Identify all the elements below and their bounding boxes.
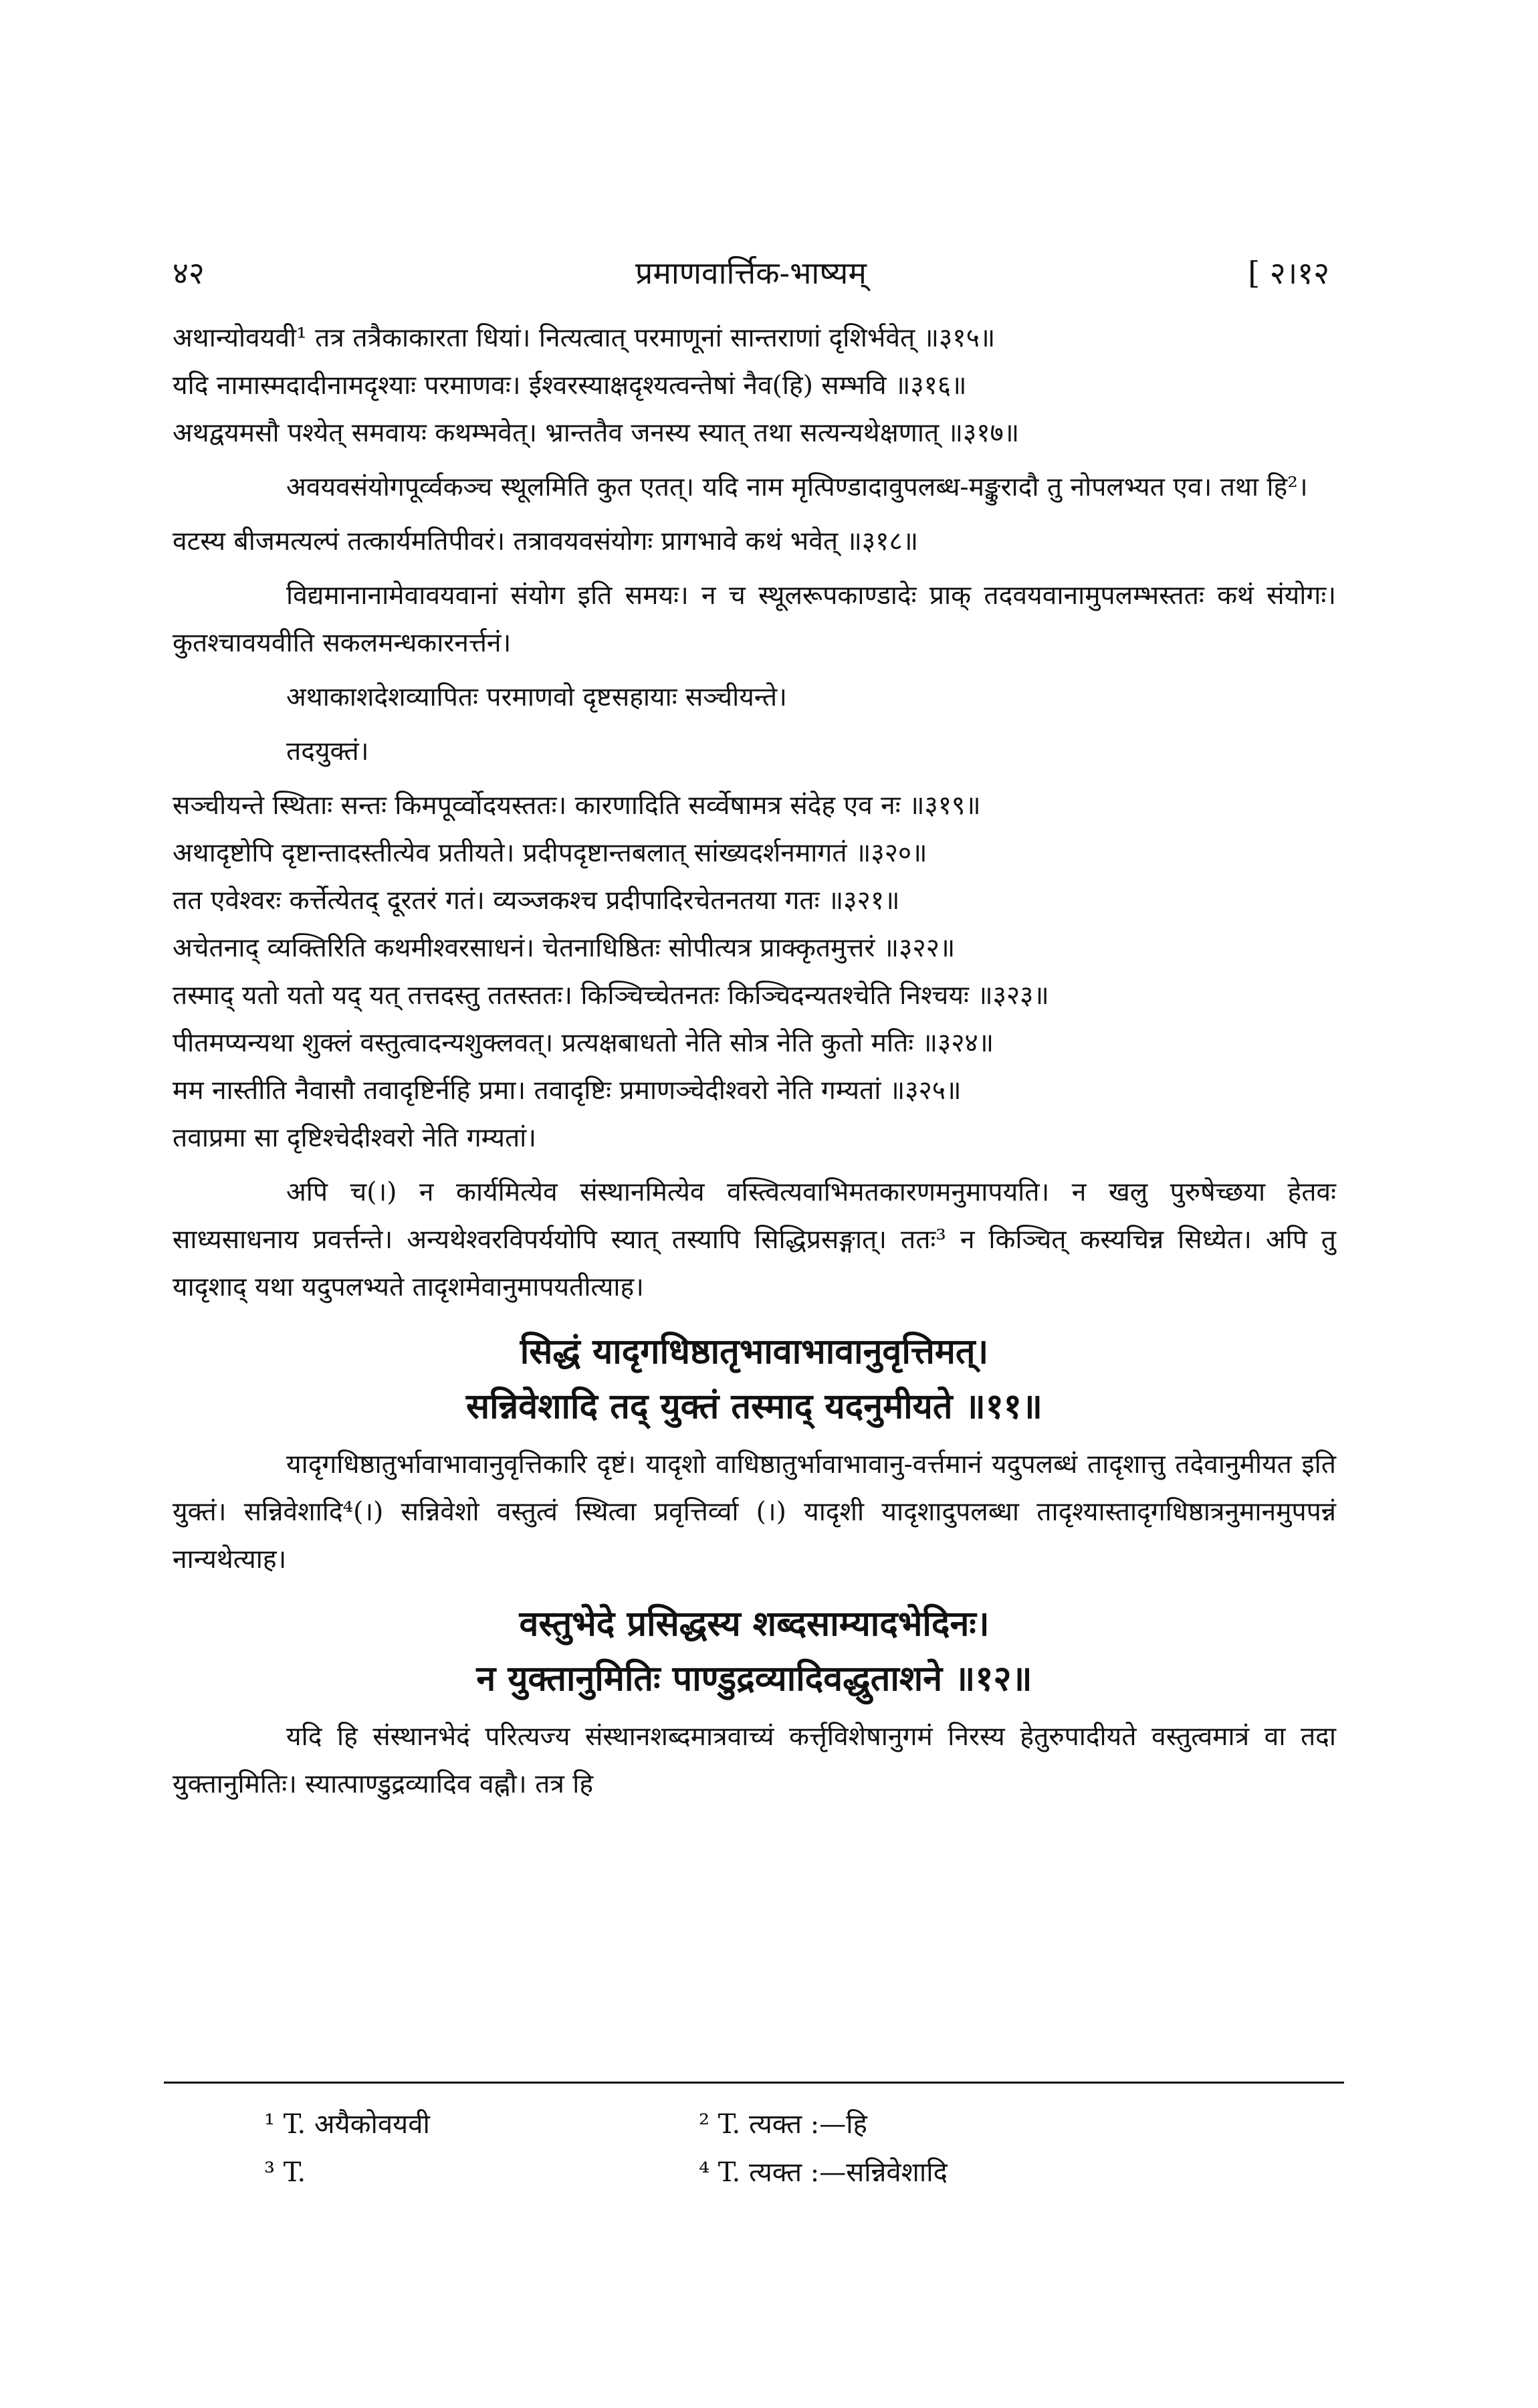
karika-11-line-1: सिद्धं यादृगधिष्ठातृभावाभावानुवृत्तिमत्। [520,1331,989,1372]
footnote-2: ² T. त्यक्त :—हि [699,2109,867,2140]
verse-320: अथादृष्टोपि दृष्टान्तादस्तीत्येव प्रतीयते। प्रदीपदृष्टान्तबलात् सांख्यदर्शनमागतं ॥३२०॥ [173,838,927,868]
commentary-paragraph-2: विद्यमानानामेवावयवानां संयोग इति समयः। न च स्थूलरूपकाण्डादेः प्राक् तदवयवानामुपलम्भस्ततः कथं संयोगः। कुतश्चावयवीति सकलमन्धकारनर्त्तनं। [173,581,1336,658]
footnote-divider [164,2082,1344,2084]
karika-12-line-1: वस्तुभेदे प्रसिद्धस्य शब्दसाम्यादभेदिनः। [519,1603,990,1644]
footnote-4: ⁴ T. त्यक्त :—सन्निवेशादि [699,2157,948,2188]
verse-321: तत एवेश्वरः कर्त्तेत्येतद् दूरतरं गतं। व्यञ्जकश्च प्रदीपादिरचेतनतया गतः ॥३२१॥ [173,886,900,916]
verse-318: वटस्य बीजमत्यल्पं तत्कार्यमतिपीवरं। तत्रावयवसंयोगः प्रागभावे कथं भवेत् ॥३१८॥ [173,526,919,557]
commentary-paragraph-6: यादृगधिष्ठातुर्भावाभावानुवृत्तिकारि दृष्टं। यादृशो वाधिष्ठातुर्भावाभावानु-वर्त्तमानं यदुपलब्धं तादृशात्तु तदेवानुमीयत इति युक्तं। सन्निवेशादि⁴(।) सन्निवेशो वस्तुत्वं स्थित्वा प्रवृत्तिर्व्वा (।) यादृशी यादृशादुपलब्धा तादृश्यास्तादृगधिष्ठात्रनुमानमुपपन्नं नान्यथेत्याह। [173,1449,1336,1575]
main-text [173,314,1336,1808]
karika-12-line-2: न युक्तानुमितिः पाण्डुद्रव्यादिवद्धुताशने ॥१२॥ [476,1658,1032,1699]
commentary-paragraph-3: अथाकाशदेशव्यापितः परमाणवो दृष्टसहायाः सञ्चीयन्ते। [286,682,787,712]
verse-325: मम नास्तीति नैवासौ तवादृष्टिर्नहि प्रमा। तवादृष्टिः प्रमाणञ्चेदीश्वरो नेति गम्यतां ॥३२५॥ [173,1076,962,1106]
footnote-1: ¹ T. अयैकोवयवी [264,2109,430,2140]
page-number: ४२ [173,255,205,291]
verse-322: अचेतनाद् व्यक्तिरिति कथमीश्वरसाधनं। चेतनाधिष्ठितः सोपीत्यत्र प्राक्कृतमुत्तरं ॥३२२॥ [173,933,956,963]
footnote-3: ³ T. [264,2157,306,2188]
running-head [173,246,1329,300]
commentary-paragraph-5: अपि च(।) न कार्यमित्येव संस्थानमित्येव वस्त्वित्यवाभिमतकारणमनुमापयति। न खलु पुरुषेच्छया हेतवः साध्यसाधनाय प्रवर्त्तन्ते। अन्यथेश्वरविपर्ययोपि स्यात् तस्यापि सिद्धिप्रसङ्गात्। ततः³ न किञ्चित् कस्यचिन्न सिध्येत। अपि तु यादृशाद् यथा यदुपलभ्यते तादृशमेवानुमापयतीत्याह। [173,1177,1336,1302]
verse-319: सञ्चीयन्ते स्थिताः सन्तः किमपूर्व्वोदयस्ततः। कारणादिति सर्व्वेषामत्र संदेह एव नः ॥३१९॥ [173,791,981,821]
karika-11-line-2: सन्निवेशादि तद् युक्तं तस्माद् यदनुमीयते ॥११॥ [466,1386,1042,1427]
verse-315: अथान्योवयवी¹ तत्र तत्रैकाकारता धियां। नित्यत्वात् परमाणूनां सान्तराणां दृशिर्भवेत् ॥३१५॥ [173,323,996,353]
commentary-paragraph-1: अवयवसंयोगपूर्व्वकञ्च स्थूलमिति कुत एतत्। यदि नाम मृत्पिण्डादावुपलब्ध-मङ्कुरादौ तु नोपलभ्यत एव। तथा हि²। [286,472,1308,502]
verse-316: यदि नामास्मदादीनामदृश्याः परमाणवः। ईश्वरस्याक्षदृश्यत्वन्तेषां नैव(हि) सम्भवि ॥३१६॥ [173,371,967,401]
verse-325-continuation: तवाप्रमा सा दृष्टिश्चेदीश्वरो नेति गम्यतां। [173,1123,537,1153]
section-number: [ २।१२ [1248,255,1329,291]
commentary-paragraph-4: तदयुक्तं। [286,736,369,767]
verse-324: पीतमप्यन्यथा शुक्लं वस्तुत्वादन्यशुक्लवत्। प्रत्यक्षबाधतो नेति सोत्र नेति कुतो मतिः ॥३२४॥ [173,1028,994,1058]
verse-323: तस्माद् यतो यतो यद् यत् तत्तदस्तु ततस्ततः। किञ्चिच्चेतनतः किञ्चिदन्यतश्चेति निश्चयः ॥३२३॥ [173,981,1049,1011]
page-title: प्रमाणवार्त्तिक-भाष्यम् [635,255,867,291]
verse-317: अथद्वयमसौ पश्येत् समवायः कथम्भवेत्। भ्रान्ततैव जनस्य स्यात् तथा सत्यन्यथेक्षणात् ॥३१७॥ [173,418,1020,448]
commentary-paragraph-7: यदि हि संस्थानभेदं परित्यज्य संस्थानशब्दमात्रवाच्यं कर्त्तृविशेषानुगमं निरस्य हेतुरुपादीयते वस्तुत्वमात्रं वा तदा युक्तानुमितिः। स्यात्पाण्डुद्रव्यादिव वह्नौ। तत्र हि [173,1722,1336,1799]
